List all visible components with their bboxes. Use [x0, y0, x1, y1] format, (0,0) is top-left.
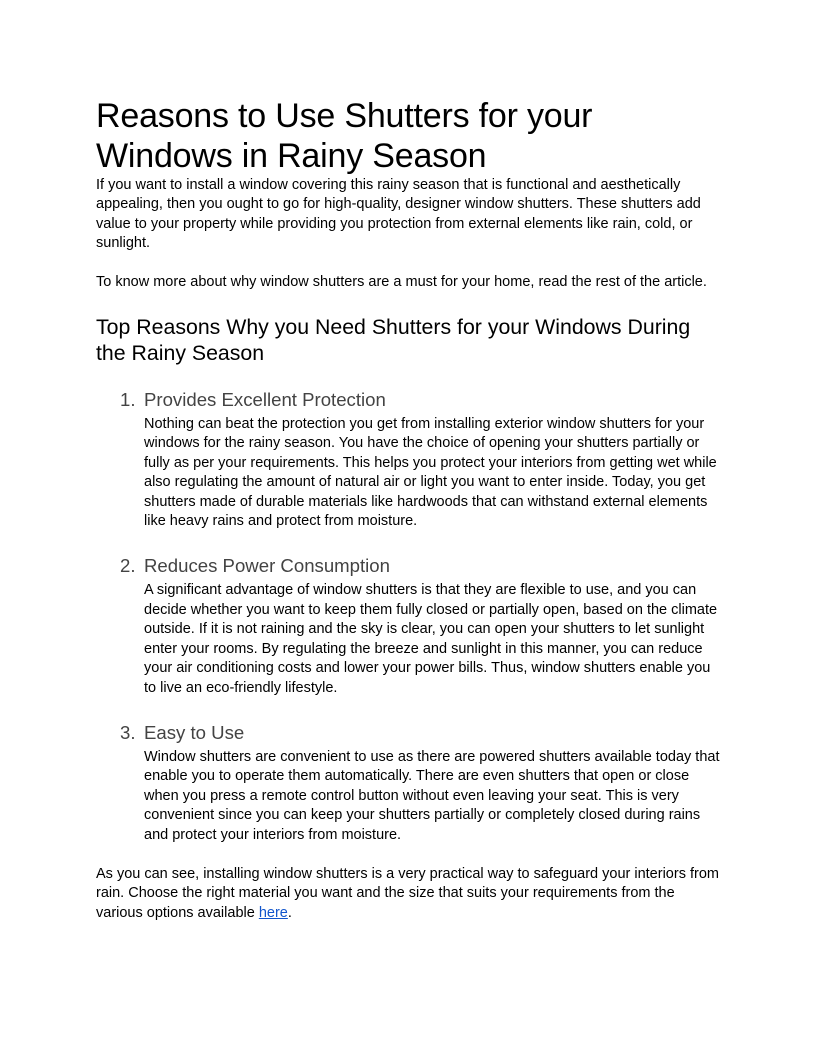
list-item-title: Provides Excellent Protection [144, 389, 386, 411]
list-item-heading [120, 555, 720, 577]
closing-paragraph [96, 865, 720, 923]
list-item-body: A significant advantage of window shutters is that they are flexible to use, and you can decide whether you want to keep them fully closed or partially open, based on the climate outside. If it is not raining and the sky is clear, you can open your shutters to let sunlight enter your rooms. By regulating the breeze and sunlight in this manner, you can reduce your air conditioning costs and lower your power bills. Thus, window shutters enable you to live an eco-friendly lifestyle. [144, 582, 718, 696]
list-item-title: Easy to Use [144, 721, 245, 743]
list-item-title: Reduces Power Consumption [144, 555, 390, 577]
list-item-number: 1. [120, 389, 136, 411]
closing-end: . [287, 904, 292, 921]
paragraph-spacer [96, 254, 720, 273]
list-item-heading [120, 721, 720, 744]
document-page [96, 96, 720, 923]
intro-paragraph: If you want to install a window covering this rainy season that is functional and aesthetically appealing, then you ought to go for high-quality, designer window shutters. These shutters add value to your property while providing you protection from external elements like rain, cold, or sunlight. [96, 177, 701, 252]
intro-paragraph-2: To know more about why window shutters are a must for your home, read the rest of the article. [96, 273, 707, 290]
list-item [96, 389, 720, 531]
list-item-body: Window shutters are convenient to use as there are powered shutters available today that enable you to operate them automatically. There are even shutters that open or close when you press a remote control button without even leaving your seat. This is very convenient since you can keep your shutters partially or completely closed during rains and protect your interiors from moisture. [144, 748, 720, 843]
here-link[interactable]: here [258, 904, 288, 921]
list-item-number: 2. [120, 555, 136, 577]
section-heading: Top Reasons Why you Need Shutters for your Windows During the Rainy Season [96, 315, 691, 366]
list-item-heading [120, 389, 720, 411]
list-item [96, 722, 720, 845]
list-item-number: 3. [120, 721, 136, 743]
page-title: Reasons to Use Shutters for your Windows in Rainy Season [96, 97, 593, 175]
list-item-body: Nothing can beat the protection you get from installing exterior window shutters for your windows for the rainy season. You have the choice of opening your shutters partially or fully as per your requirements. This helps you protect your interiors from getting wet while also regulating the amount of natural air or light you want to enter inside. Today, you get shutters made of durable materials like hardwoods that can withstand external elements like heavy rains and protect from moisture. [144, 416, 717, 530]
list-item [96, 555, 720, 697]
reasons-list [96, 389, 720, 845]
closing-text: As you can see, installing window shutters is a very practical way to safeguard your interiors from rain. Choose the right material you want and the size that suits your requirements from the various options available [96, 865, 719, 921]
